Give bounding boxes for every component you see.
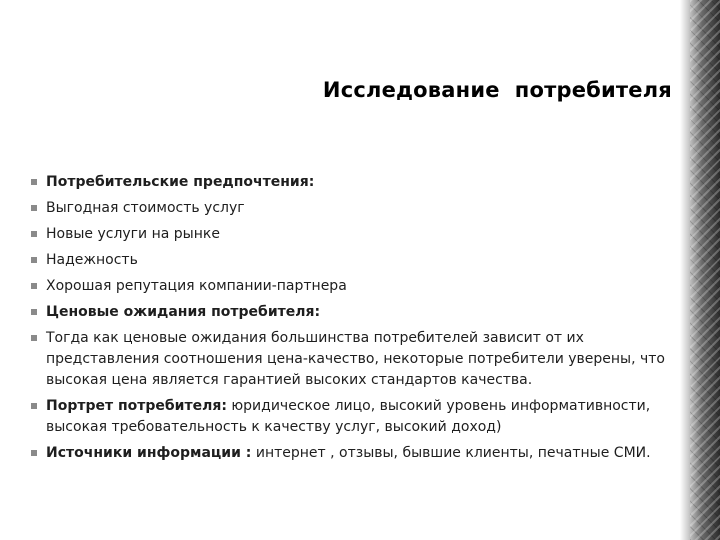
bullet-item-consumer-portrait (30, 396, 680, 438)
bullet-bold-text: Потребительские предпочтения: (46, 174, 315, 190)
decorative-border-pattern (690, 0, 720, 540)
bullet-text: Хорошая репутация компании-партнера (46, 278, 347, 294)
bullet-text: Тогда как ценовые ожидания большинства потребителей зависит от их представления соотношения цена-качество, некоторые потребители уверены, что высокая цена является гарантией высоких стандартов качества. (46, 330, 666, 388)
bullet-bold-text: Источники информации : (46, 445, 252, 461)
bullet-item-price-expectations (30, 302, 680, 323)
bullet-item-new-services (30, 224, 680, 245)
bullet-item-price-quality (30, 328, 680, 391)
bullet-text: Новые услуги на рынке (46, 226, 220, 242)
bullet-bold-text: Портрет потребителя: (46, 398, 227, 414)
bullet-item-reliability (30, 250, 680, 271)
bullet-item-price (30, 198, 680, 219)
bullet-bold-text: Ценовые ожидания потребителя: (46, 304, 321, 320)
bullet-item-reputation (30, 276, 680, 297)
slide-title: Исследование потребителя (322, 78, 672, 102)
bullet-text: Надежность (46, 252, 138, 268)
bullet-item-consumer-preferences (30, 172, 680, 193)
bullet-text: юридическое лицо, высокий уровень информативности, высокая требовательность к качеству услуг, высокий доход) (46, 398, 651, 435)
bullet-text: Выгодная стоимость услуг (46, 200, 245, 216)
bullet-item-information-sources (30, 443, 680, 464)
bullet-text: интернет , отзывы, бывшие клиенты, печатные СМИ. (251, 445, 651, 461)
bullet-list (30, 172, 680, 469)
